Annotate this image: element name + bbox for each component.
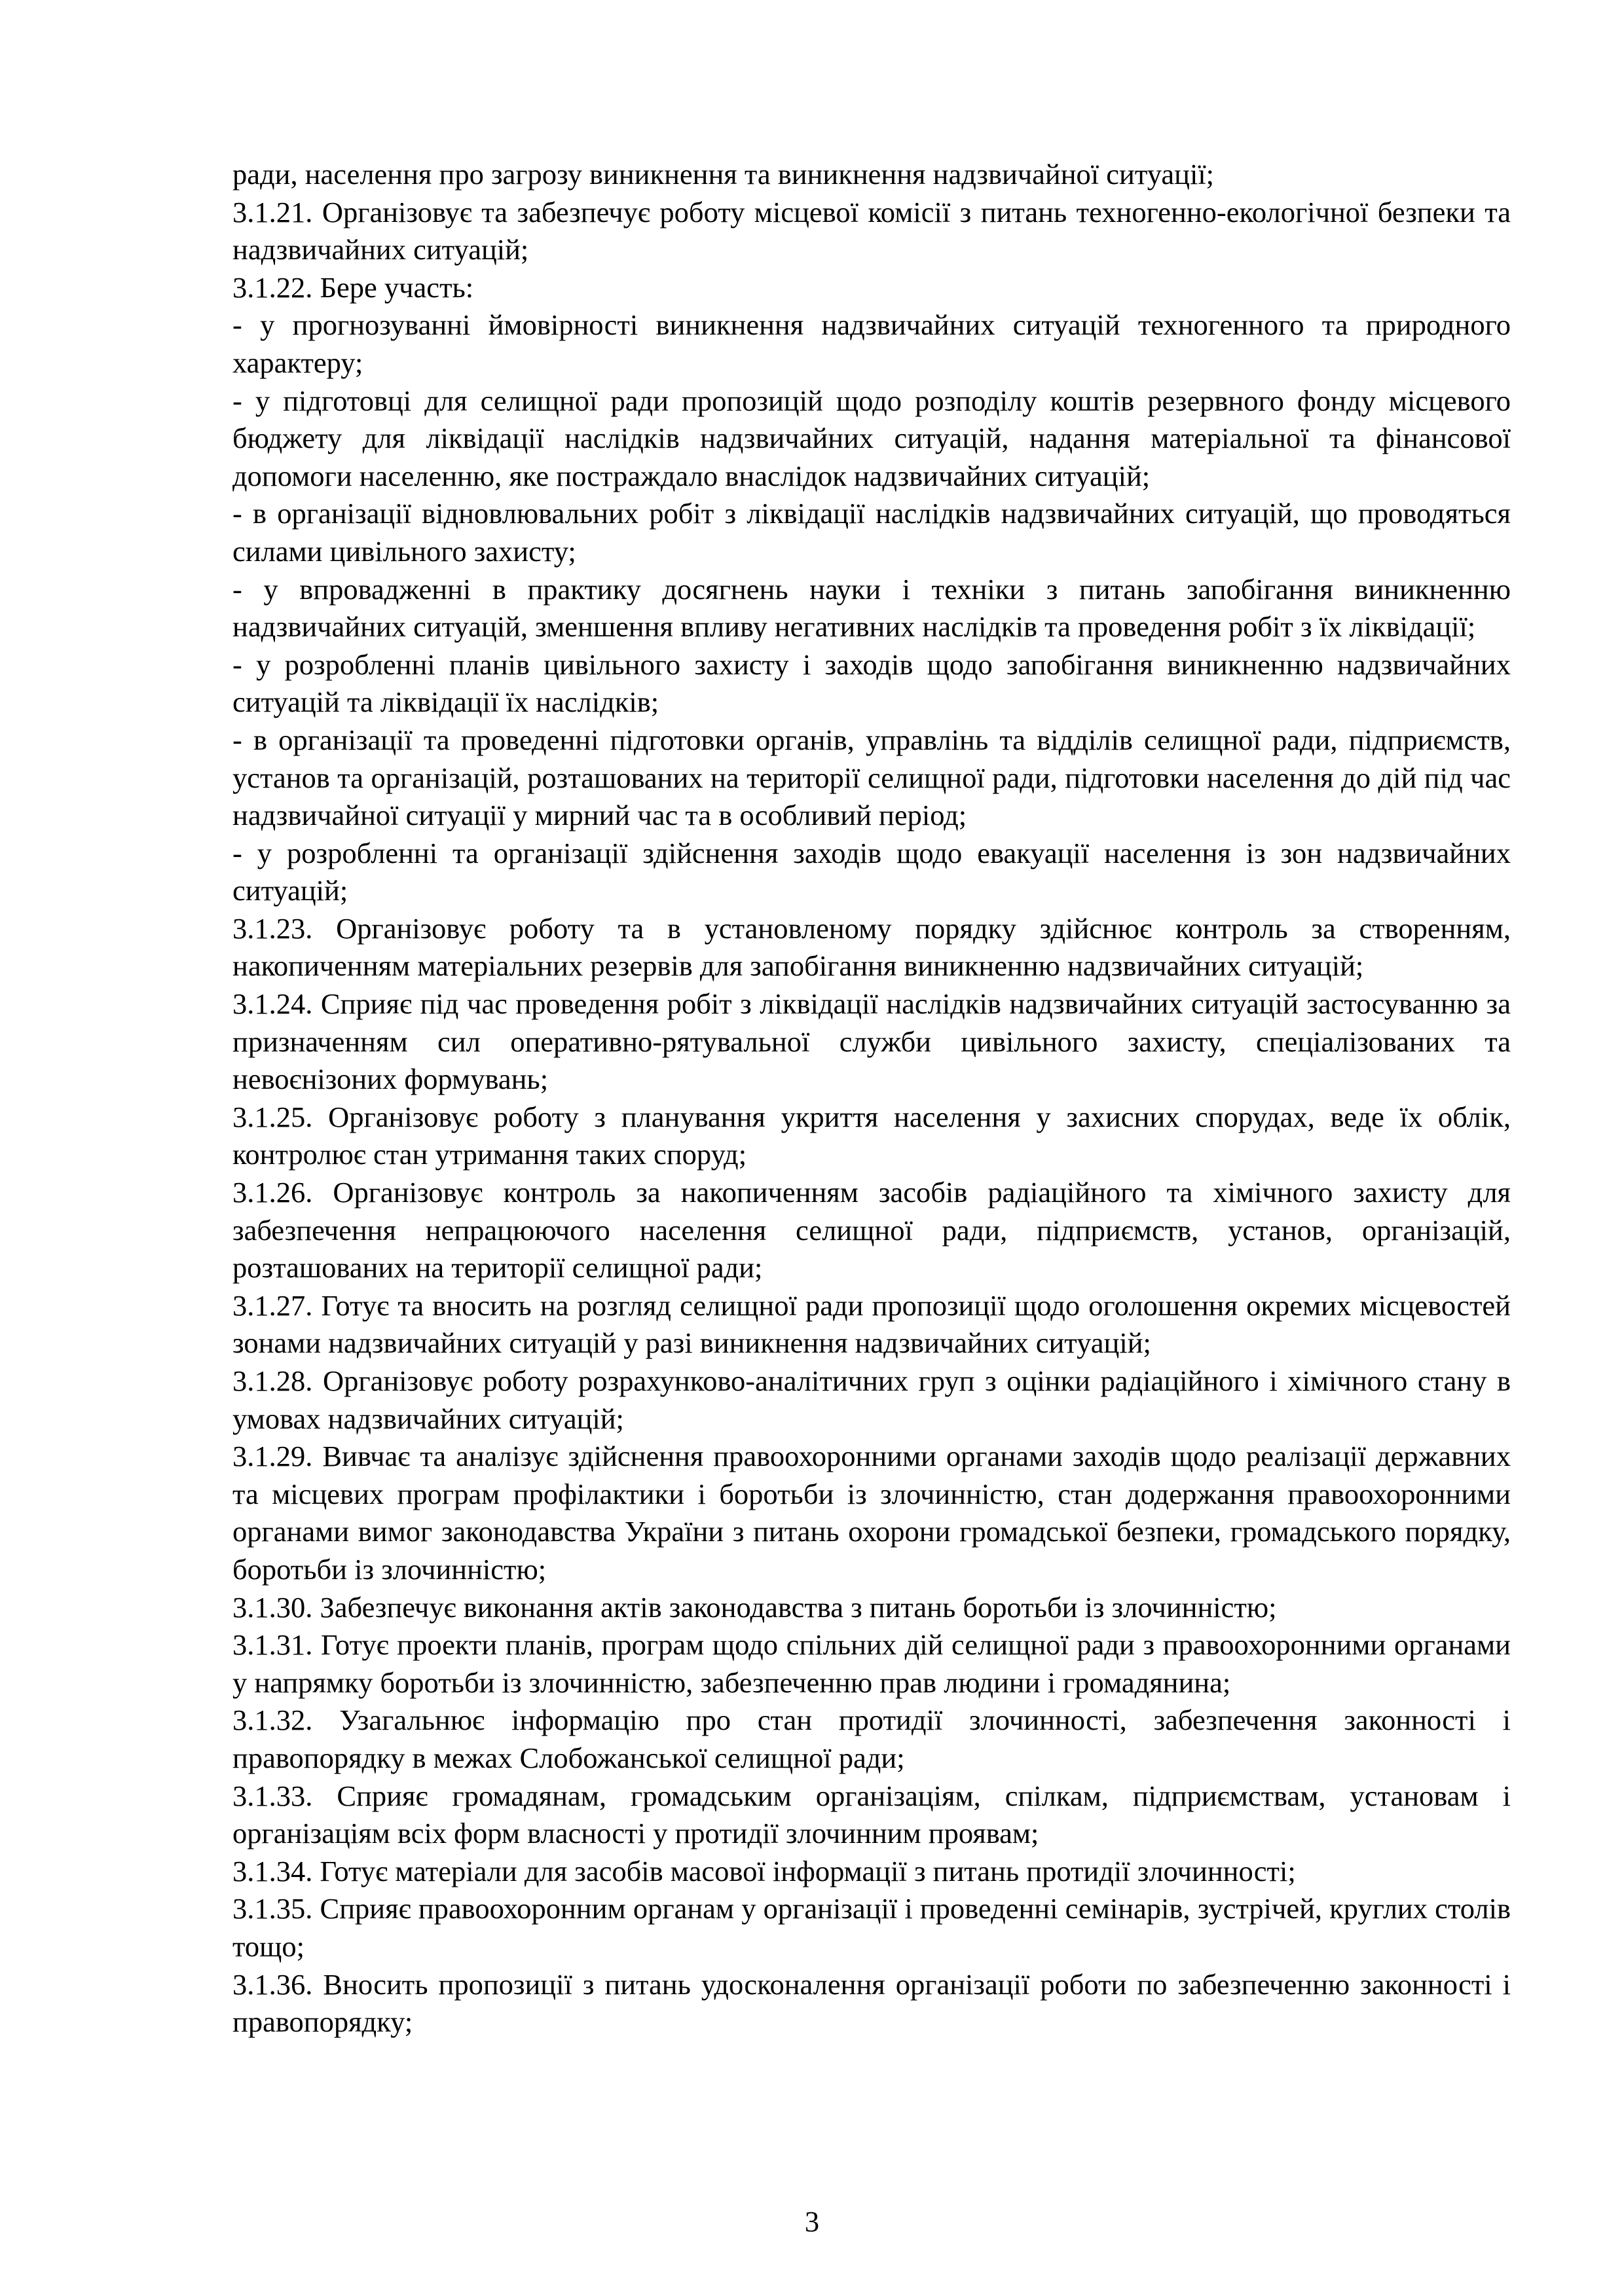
clause-3-1-34: 3.1.34. Готує матеріали для засобів масової інформації з питань протидії злочинності;	[232, 1854, 1296, 1887]
clause-3-1-31: 3.1.31. Готує проекти планів, програм щодо спільних дій селищної ради з правоохоронними органами у напрямку боротьби із злочинністю, забезпеченню прав людини і громадянина;	[232, 1628, 1511, 1699]
list-item-evacuation: - у розробленні та організації здійснення заходів щодо евакуації населення із зон надзвичайних ситуацій;	[232, 836, 1511, 907]
clause-3-1-28: 3.1.28. Організовує роботу розрахунково-аналітичних груп з оцінки радіаційного і хімічного стану в умовах надзвичайних ситуацій;	[232, 1364, 1511, 1435]
clause-3-1-33: 3.1.33. Сприяє громадянам, громадським організаціям, спілкам, підприємствам, установам і організаціям всіх форм власності у протидії злочинним проявам;	[232, 1779, 1511, 1850]
document-body	[232, 156, 1511, 2041]
clause-3-1-27: 3.1.27. Готує та вносить на розгляд селищної ради пропозиції щодо оголошення окремих місцевостей зонами надзвичайних ситуацій у разі виникнення надзвичайних ситуацій;	[232, 1288, 1511, 1360]
page-number: 3	[804, 2205, 820, 2238]
list-item-forecasting: - у прогнозуванні ймовірності виникнення надзвичайних ситуацій техногенного та природного характеру;	[232, 308, 1511, 379]
clause-3-1-32: 3.1.32. Узагальнює інформацію про стан протидії злочинності, забезпечення законності і правопорядку в межах Слобожанської селищної ради;	[232, 1704, 1511, 1774]
clause-3-1-24: 3.1.24. Сприяє під час проведення робіт з ліквідації наслідків надзвичайних ситуацій застосуванню за призначенням сил оперативно-рятувальної служби цивільного захисту, спеціалізованих та невоєнізоних формувань;	[232, 987, 1511, 1096]
paragraph-continuation: ради, населення про загрозу виникнення та виникнення надзвичайної ситуації;	[232, 158, 1215, 191]
clause-3-1-36: 3.1.36. Вносить пропозиції з питань удосконалення організації роботи по забезпеченню законності і правопорядку;	[232, 1967, 1511, 2039]
list-item-training: - в організації та проведенні підготовки органів, управлінь та відділів селищної ради, підприємств, установ та організацій, розташованих на території селищної ради, підготовки населення до дій під час надзвичайної ситуації у мирний час та в особливий період;	[232, 723, 1511, 832]
clause-3-1-21: 3.1.21. Організовує та забезпечує роботу місцевої комісії з питань техногенно-екологічної безпеки та надзвичайних ситуацій;	[232, 195, 1511, 266]
clause-3-1-30: 3.1.30. Забезпечує виконання актів законодавства з питань боротьби із злочинністю;	[232, 1590, 1277, 1624]
list-item-science: - у впровадженні в практику досягнень науки і техніки з питань запобігання виникненню надзвичайних ситуацій, зменшення впливу негативних наслідків та проведення робіт з їх ліквідації;	[232, 572, 1511, 644]
clause-3-1-26: 3.1.26. Організовує контроль за накопиченням засобів радіаційного та хімічного захисту для забезпечення непрацюючого населення селищної ради, підприємств, установ, організацій, розташованих на території селищної ради;	[232, 1176, 1511, 1285]
list-item-civil-protection-plans: - у розробленні планів цивільного захисту і заходів щодо запобігання виникненню надзвичайних ситуацій та ліквідації їх наслідків;	[232, 647, 1511, 719]
clause-3-1-22: 3.1.22. Бере участь:	[232, 270, 474, 304]
clause-3-1-29: 3.1.29. Вивчає та аналізує здійснення правоохоронними органами заходів щодо реалізації державних та місцевих програм профілактики і боротьби із злочинністю, стан додержання правоохоронними органами вимог законодавства України з питань охорони громадської безпеки, громадського порядку, боротьби із злочинністю;	[232, 1440, 1511, 1586]
list-item-reserve-fund: - у підготовці для селищної ради пропозицій щодо розподілу коштів резервного фонду місцевого бюджету для ліквідації наслідків надзвичайних ситуацій, надання матеріальної та фінансової допомоги населенню, яке постраждало внаслідок надзвичайних ситуацій;	[232, 384, 1511, 492]
clause-3-1-23: 3.1.23. Організовує роботу та в установленому порядку здійснює контроль за створенням, накопиченням матеріальних резервів для запобігання виникненню надзвичайних ситуацій;	[232, 911, 1511, 983]
clause-3-1-25: 3.1.25. Організовує роботу з планування укриття населення у захисних спорудах, веде їх облік, контролює стан утримання таких споруд;	[232, 1100, 1511, 1171]
list-item-restoration: - в організації відновлювальних робіт з ліквідації наслідків надзвичайних ситуацій, що проводяться силами цивільного захисту;	[232, 497, 1511, 568]
clause-3-1-35: 3.1.35. Сприяє правоохоронним органам у організації і проведенні семінарів, зустрічей, круглих столів тощо;	[232, 1892, 1511, 1963]
